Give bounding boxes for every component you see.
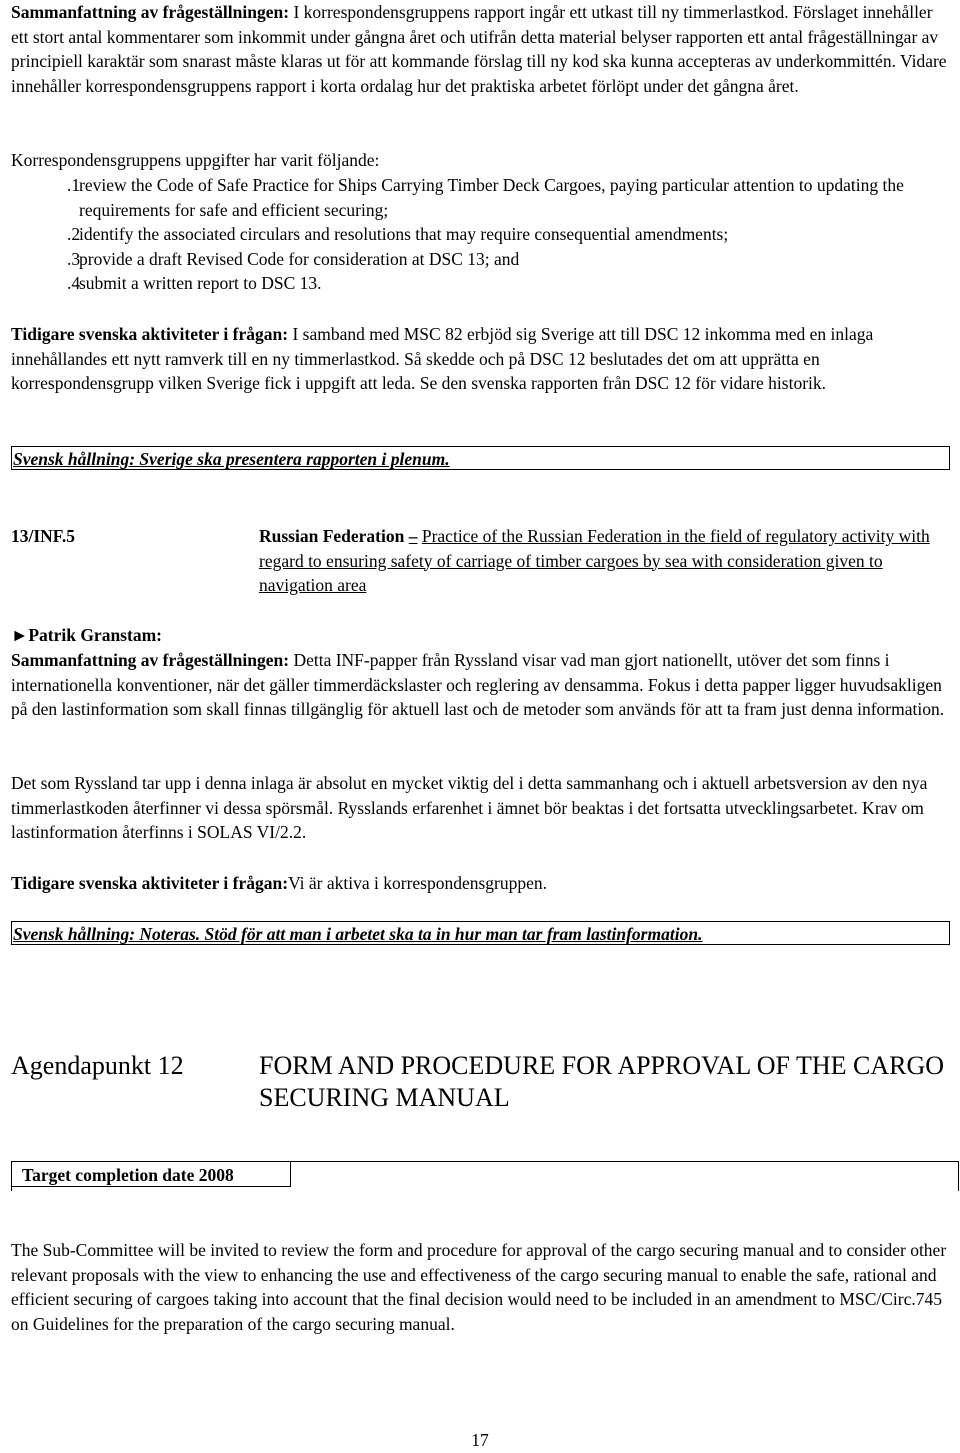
list-item (11, 271, 948, 296)
document-reference: 13/INF.5 (11, 526, 76, 546)
page-number: 17 (471, 1430, 489, 1450)
list-item-number: .4 (67, 273, 81, 294)
tasks-intro: Korrespondensgruppens uppgifter har varit följande: (11, 150, 380, 170)
list-item-number: .3 (67, 248, 81, 269)
summary-text-2: Detta INF-papper från Ryssland visar vad man gjort nationellt, utöver det som finns i internationella konventioner, när det gäller timmerdäckslaster och reglering av densamma. Fokus i detta papper ligger huvudsakligen på den lastinformation som skall finnas tillgänglig för aktuell last och de metoder som används för att ta fram just denna information. (11, 650, 945, 720)
title-dash: – (408, 526, 418, 546)
tasks-list (11, 173, 948, 296)
previous-activities-text-2: Vi är aktiva i korrespondensgruppen. (288, 873, 548, 893)
submitter: Russian Federation (259, 526, 405, 546)
target-completion-date: Target completion date 2008 (11, 1161, 291, 1187)
swedish-position-box-2: Svensk hållning: Noteras. Stöd för att man i arbetet ska ta in hur man tar fram lastinformation. (11, 921, 950, 945)
swedish-position-box: Svensk hållning: Sverige ska presentera rapporten i plenum. (11, 446, 950, 470)
agenda-label: Agendapunkt 12 (11, 1051, 184, 1080)
previous-activities-paragraph (11, 322, 948, 396)
list-item-text: submit a written report to DSC 13. (79, 273, 322, 294)
list-item (11, 173, 948, 222)
previous-activities-text: I samband med MSC 82 erbjöd sig Sverige att till DSC 12 inkomma med en inlaga innehållandes ett nytt ramverk till en ny timmerlastkod. Så skedde och på DSC 12 beslutades det om att upprätta en korrespondensgrupp vilken Sverige fick i uppgift att leda. Se den svenska rapporten från DSC 12 för vidare historik. (11, 324, 874, 394)
list-item-text: identify the associated circulars and resolutions that may require consequential amendments; (79, 224, 729, 245)
summary-paragraph-2 (11, 648, 948, 722)
previous-activities-lead: Tidigare svenska aktiviteter i frågan: (11, 324, 289, 344)
summary-paragraph (11, 0, 948, 98)
list-item-number: .1 (67, 175, 81, 195)
document-title (259, 524, 949, 598)
summary-text: I korrespondensgruppens rapport ingår ett utkast till ny timmerlastkod. Förslaget innehåller ett stort antal kommentarer som inkommit under gångna året och utifrån detta material belyser rapporten ett antal frågeställningar av principiell karaktär som snarast måste klaras ut för att kommande förslag till ny kod ska kunna accepteras av underkommittén. Vidare innehåller korrespondensgruppens rapport i korta ordalag hur det praktiska arbetet förlöpt under det gångna året. (11, 2, 947, 96)
list-item-text: review the Code of Safe Practice for Ships Carrying Timber Deck Cargoes, paying particular attention to updating the requirements for safe and efficient securing; (79, 175, 904, 220)
summary-lead: Sammanfattning av frågeställningen: (11, 2, 290, 22)
previous-activities-paragraph-2 (11, 871, 948, 896)
comment-paragraph: Det som Ryssland tar upp i denna inlaga är absolut en mycket viktig del i detta sammanhang och i aktuell arbetsversion av den nya timmerlastkoden återfinner vi dessa spörsmål. Rysslands erfarenhet i ämnet bör beaktas i det fortsatta utvecklingsarbetet. Krav om lastinformation återfinns i SOLAS VI/2.2. (11, 773, 928, 843)
agenda-body: The Sub-Committee will be invited to review the form and procedure for approval of the cargo securing manual and to consider other relevant proposals with the view to enhancing the use and effectiveness of the cargo securing manual to enable the safe, rational and efficient securing of cargoes taking into account that the final decision would need to be included in an amendment to MSC/Circ.745 on Guidelines for the preparation of the cargo securing manual. (11, 1240, 947, 1334)
list-item-number: .2 (67, 224, 81, 245)
reviewer-name: ►Patrik Granstam: (11, 625, 162, 645)
agenda-title: FORM AND PROCEDURE FOR APPROVAL OF THE CARGO SECURING MANUAL (259, 1051, 945, 1112)
list-item (11, 222, 948, 247)
list-item (11, 247, 948, 272)
summary-lead-2: Sammanfattning av frågeställningen: (11, 650, 290, 670)
list-item-text: provide a draft Revised Code for consideration at DSC 13; and (79, 248, 520, 269)
document-title-text: Practice of the Russian Federation in the field of regulatory activity with regard to ensuring safety of carriage of timber cargoes by sea with consideration given to navigation area (259, 526, 930, 596)
previous-activities-lead-2: Tidigare svenska aktiviteter i frågan: (11, 873, 289, 893)
